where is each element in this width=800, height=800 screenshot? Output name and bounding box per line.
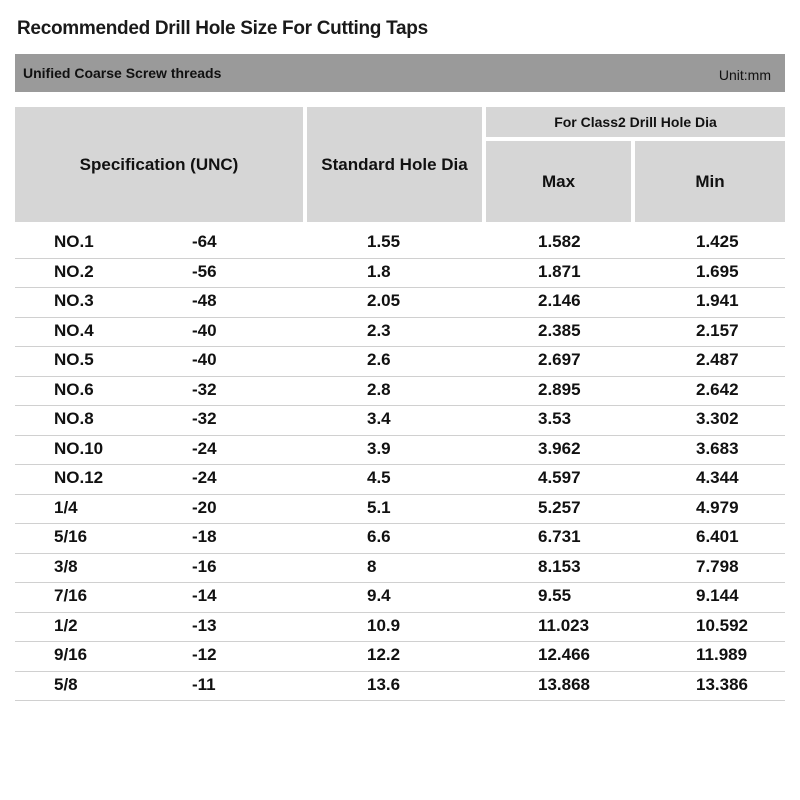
cell-min: 7.798 — [696, 556, 739, 576]
table-row — [15, 288, 785, 318]
unit-label: Unit:mm — [718, 67, 771, 83]
cell-threads-per-inch: -20 — [192, 497, 217, 517]
cell-max: 3.962 — [538, 438, 581, 458]
cell-max: 2.385 — [538, 320, 581, 340]
cell-min: 1.941 — [696, 291, 739, 310]
cell-threads-per-inch: -11 — [192, 674, 216, 694]
cell-size: 1/4 — [54, 497, 78, 517]
cell-max: 11.023 — [538, 615, 590, 635]
header-min: Min — [635, 141, 785, 222]
table-row — [15, 554, 785, 584]
table-row — [15, 524, 785, 554]
table-row — [15, 465, 785, 495]
cell-min: 2.157 — [696, 320, 739, 340]
cell-max: 6.731 — [538, 527, 581, 546]
cell-standard-hole-dia: 1.8 — [367, 261, 391, 281]
header-standard-hole-dia: Standard Hole Dia — [307, 107, 482, 222]
table-row — [15, 318, 785, 348]
cell-size: 3/8 — [54, 556, 78, 576]
cell-threads-per-inch: -40 — [192, 350, 217, 369]
table-body — [15, 229, 785, 701]
table-row — [15, 347, 785, 377]
header-specification: Specification (UNC) — [15, 107, 303, 222]
cell-min: 4.979 — [696, 497, 739, 517]
cell-standard-hole-dia: 12.2 — [367, 645, 401, 664]
cell-threads-per-inch: -24 — [192, 468, 217, 487]
table-row — [15, 495, 785, 525]
cell-standard-hole-dia: 5.1 — [367, 497, 391, 517]
cell-min: 4.344 — [696, 468, 739, 487]
cell-max: 12.466 — [538, 645, 590, 664]
cell-threads-per-inch: -16 — [192, 556, 217, 576]
cell-standard-hole-dia: 8 — [367, 556, 377, 576]
cell-max: 8.153 — [538, 556, 581, 576]
cell-threads-per-inch: -56 — [192, 261, 217, 281]
cell-max: 2.697 — [538, 350, 581, 369]
cell-threads-per-inch: -18 — [192, 527, 217, 546]
table-row — [15, 436, 785, 466]
cell-max: 2.895 — [538, 379, 581, 399]
cell-threads-per-inch: -40 — [192, 320, 217, 340]
cell-min: 11.989 — [696, 645, 748, 664]
table-row — [15, 642, 785, 672]
cell-size: 1/2 — [54, 615, 78, 635]
cell-max: 13.868 — [538, 674, 590, 694]
cell-standard-hole-dia: 3.4 — [367, 409, 391, 428]
table-row — [15, 583, 785, 613]
cell-threads-per-inch: -64 — [192, 232, 217, 251]
cell-min: 2.642 — [696, 379, 739, 399]
cell-max: 5.257 — [538, 497, 581, 517]
cell-threads-per-inch: -32 — [192, 379, 217, 399]
cell-size: 5/16 — [54, 527, 88, 546]
cell-standard-hole-dia: 10.9 — [367, 615, 401, 635]
cell-max: 3.53 — [538, 409, 572, 428]
cell-min: 1.695 — [696, 261, 739, 281]
cell-size: NO.1 — [54, 232, 94, 251]
table-row — [15, 672, 785, 702]
cell-threads-per-inch: -48 — [192, 291, 217, 310]
cell-max: 1.871 — [538, 261, 581, 281]
section-title: Unified Coarse Screw threads — [23, 65, 222, 81]
table-row — [15, 377, 785, 407]
cell-max: 4.597 — [538, 468, 581, 487]
table-row — [15, 406, 785, 436]
cell-threads-per-inch: -14 — [192, 586, 217, 605]
cell-standard-hole-dia: 1.55 — [367, 232, 401, 251]
cell-standard-hole-dia: 2.6 — [367, 350, 391, 369]
cell-standard-hole-dia: 2.05 — [367, 291, 401, 310]
cell-standard-hole-dia: 3.9 — [367, 438, 391, 458]
cell-threads-per-inch: -24 — [192, 438, 217, 458]
cell-standard-hole-dia: 4.5 — [367, 468, 391, 487]
table-row — [15, 229, 785, 259]
cell-size: 9/16 — [54, 645, 88, 664]
cell-size: 5/8 — [54, 674, 78, 694]
header-class2-group: For Class2 Drill Hole Dia — [486, 107, 785, 137]
cell-min: 9.144 — [696, 586, 739, 605]
cell-min: 10.592 — [696, 615, 748, 635]
table-row — [15, 259, 785, 289]
cell-size: 7/16 — [54, 586, 88, 605]
cell-threads-per-inch: -13 — [192, 615, 217, 635]
cell-standard-hole-dia: 6.6 — [367, 527, 391, 546]
cell-min: 6.401 — [696, 527, 739, 546]
cell-size: NO.6 — [54, 379, 94, 399]
cell-size: NO.12 — [54, 468, 104, 487]
cell-min: 13.386 — [696, 674, 748, 694]
table-row — [15, 613, 785, 643]
cell-standard-hole-dia: 2.3 — [367, 320, 391, 340]
cell-size: NO.4 — [54, 320, 94, 340]
cell-min: 3.302 — [696, 409, 739, 428]
cell-min: 1.425 — [696, 232, 739, 251]
section-band — [15, 54, 785, 92]
cell-max: 9.55 — [538, 586, 572, 605]
cell-threads-per-inch: -12 — [192, 645, 217, 664]
cell-size: NO.8 — [54, 409, 94, 428]
cell-size: NO.5 — [54, 350, 94, 369]
cell-max: 1.582 — [538, 232, 581, 251]
cell-min: 2.487 — [696, 350, 739, 369]
page-title: Recommended Drill Hole Size For Cutting Taps — [17, 18, 428, 39]
cell-max: 2.146 — [538, 291, 581, 310]
cell-size: NO.10 — [54, 438, 104, 458]
cell-size: NO.3 — [54, 291, 94, 310]
cell-min: 3.683 — [696, 438, 739, 458]
cell-standard-hole-dia: 2.8 — [367, 379, 391, 399]
cell-size: NO.2 — [54, 261, 94, 281]
cell-standard-hole-dia: 9.4 — [367, 586, 391, 605]
cell-standard-hole-dia: 13.6 — [367, 674, 401, 694]
header-max: Max — [486, 141, 631, 222]
cell-threads-per-inch: -32 — [192, 409, 217, 428]
